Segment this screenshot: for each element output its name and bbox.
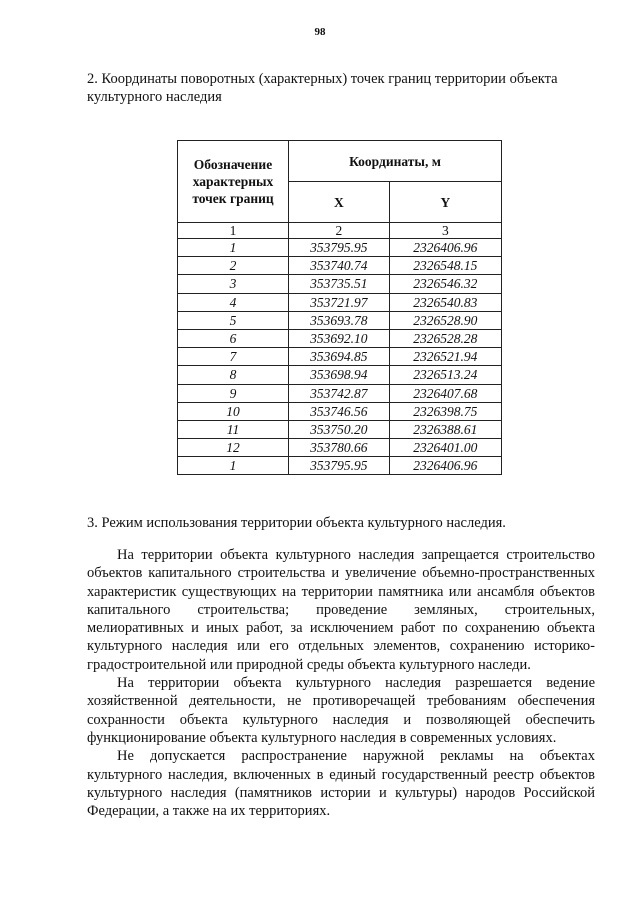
coordinates-table: [177, 140, 502, 475]
y-coordinate-cell: 2326528.90: [389, 311, 501, 329]
y-coordinate-cell: 2326406.96: [389, 457, 501, 475]
point-number-cell: 8: [178, 366, 289, 384]
point-number-cell: 1: [178, 457, 289, 475]
table-row: [178, 402, 502, 420]
table-row: [178, 366, 502, 384]
y-coordinate-cell: 2326398.75: [389, 402, 501, 420]
section-3-heading: 3. Режим использования территории объекта культурного наследия.: [87, 515, 506, 531]
x-coordinate-cell: 353721.97: [289, 293, 390, 311]
table-row: [178, 293, 502, 311]
point-number-cell: 1: [178, 239, 289, 257]
section-2-heading: 2. Координаты поворотных (характерных) точек границ территории объекта культурного наследия: [87, 71, 558, 105]
point-number-cell: 10: [178, 402, 289, 420]
header-x: X: [289, 182, 390, 223]
y-coordinate-cell: 2326513.24: [389, 366, 501, 384]
x-coordinate-cell: 353746.56: [289, 402, 390, 420]
x-coordinate-cell: 353740.74: [289, 257, 390, 275]
x-coordinate-cell: 353742.87: [289, 384, 390, 402]
table-row: [178, 439, 502, 457]
point-number-cell: 2: [178, 257, 289, 275]
x-coordinate-cell: 353750.20: [289, 420, 390, 438]
y-coordinate-cell: 2326406.96: [389, 239, 501, 257]
page-number: 98: [314, 26, 326, 38]
y-coordinate-cell: 2326540.83: [389, 293, 501, 311]
x-coordinate-cell: 353795.95: [289, 457, 390, 475]
header-point-designation: Обозначение характерных точек границ: [178, 141, 289, 223]
header-y: Y: [389, 182, 501, 223]
y-coordinate-cell: 2326528.28: [389, 329, 501, 347]
y-coordinate-cell: 2326407.68: [389, 384, 501, 402]
point-number-cell: 9: [178, 384, 289, 402]
y-coordinate-cell: 2326546.32: [389, 275, 501, 293]
point-number-cell: 12: [178, 439, 289, 457]
point-number-cell: 7: [178, 348, 289, 366]
table-row: [178, 311, 502, 329]
x-coordinate-cell: 353735.51: [289, 275, 390, 293]
table-row: [178, 420, 502, 438]
point-number-cell: 4: [178, 293, 289, 311]
paragraph: Не допускается распространение наружной рекламы на объектах культурного наследия, включенных в единый государственный реестр объектов культурного наследия (памятников истории и культуры) народов Российской Федерации, а также на их территориях.: [87, 748, 595, 820]
table-row: [178, 239, 502, 257]
y-coordinate-cell: 2326401.00: [389, 439, 501, 457]
point-number-cell: 6: [178, 329, 289, 347]
x-coordinate-cell: 353780.66: [289, 439, 390, 457]
x-coordinate-cell: 353698.94: [289, 366, 390, 384]
column-number: 3: [389, 223, 501, 239]
table-row: [178, 275, 502, 293]
table-row: [178, 384, 502, 402]
x-coordinate-cell: 353795.95: [289, 239, 390, 257]
point-number-cell: 5: [178, 311, 289, 329]
x-coordinate-cell: 353694.85: [289, 348, 390, 366]
table-row: [178, 329, 502, 347]
x-coordinate-cell: 353693.78: [289, 311, 390, 329]
column-number: 2: [289, 223, 390, 239]
point-number-cell: 3: [178, 275, 289, 293]
paragraph: На территории объекта культурного наследия запрещается строительство объектов капитального строительства и увеличение объемно-пространственных характеристик существующих на территории памятника или ансамбля объектов капитального строительства; проведение земляных, строительных, мелиоративных и иных работ, за исключением работ по сохранению объекта культурного наследия или его отдельных элементов, сохранению историко-градостроительной или природной среды объекта культурного наследи.: [87, 547, 595, 673]
regime-text: [87, 546, 595, 820]
table-row: [178, 457, 502, 475]
x-coordinate-cell: 353692.10: [289, 329, 390, 347]
column-number: 1: [178, 223, 289, 239]
table-row: [178, 257, 502, 275]
column-number-row: [178, 223, 502, 239]
y-coordinate-cell: 2326388.61: [389, 420, 501, 438]
header-coordinates: Координаты, м: [289, 141, 502, 182]
point-number-cell: 11: [178, 420, 289, 438]
table-row: [178, 348, 502, 366]
y-coordinate-cell: 2326521.94: [389, 348, 501, 366]
paragraph: На территории объекта культурного наследия разрешается ведение хозяйственной деятельности, не противоречащей требованиям обеспечения сохранности объекта культурного наследия и позволяющей обеспечить функционирование объекта культурного наследия в современных условиях.: [87, 675, 595, 746]
y-coordinate-cell: 2326548.15: [389, 257, 501, 275]
